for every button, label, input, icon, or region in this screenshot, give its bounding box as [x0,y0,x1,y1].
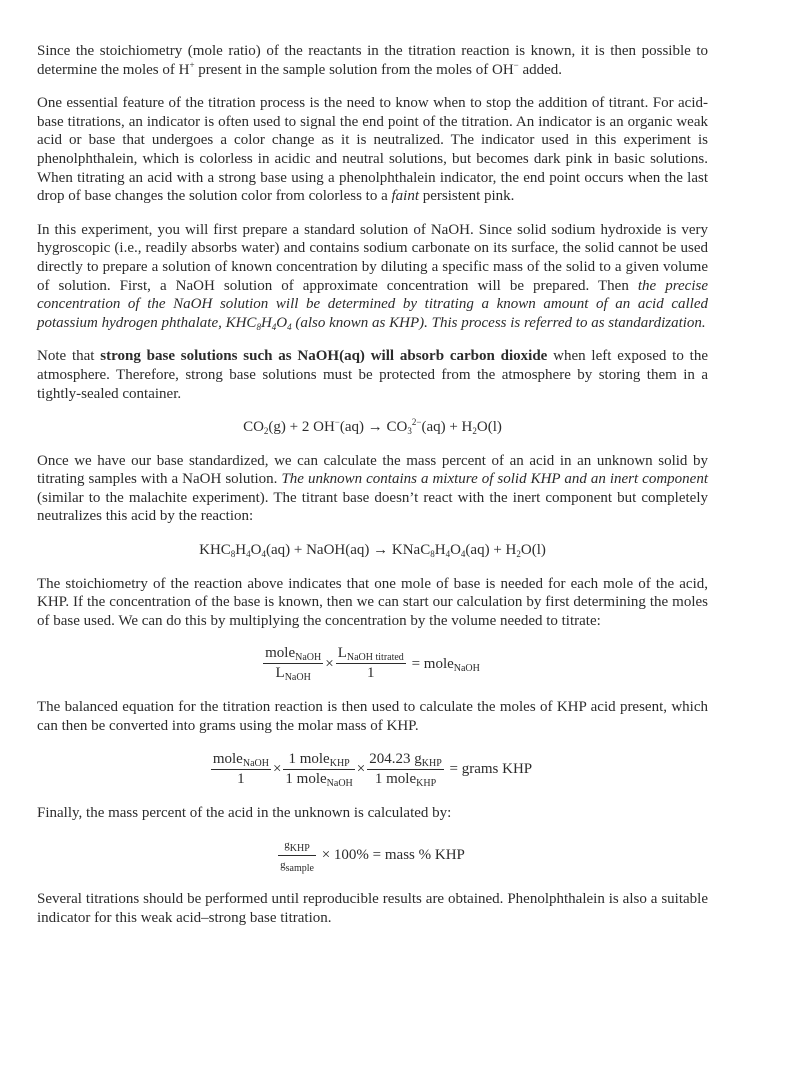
fraction-volume: $\frac{L_{NaOH titrated}}{1}$ [337,645,404,682]
paragraph-mass-percent-intro: Finally, the mass percent of the acid in the unknown is calculated by: [37,804,452,821]
standardization-italic: the precise concentration of the NaOH solution will be determined by titrating a known amount of an acid called potassium hydrogen phthalate, $KHC_8H_4O_4$ (also known as KHP). This process is referred to as standardization. [37,277,708,332]
paragraph-indicator: One essential feature of the titration process is the need to know when to stop the addition of titrant. For acid-base titrations, an indicator is often used to signal the end point of the titration. An indicator is an organic weak acid or base that undergoes a color change as it is neutralized. The indicator used in this experiment is phenolphthalein, which is colorless in acidic and neutral solutions, but becomes dark pink in basic solutions. When titrating an acid with a strong base using a phenolphthalein indicator, the end point occurs when the last drop of base changes the solution color from colorless to a faint persistent pink. [37,95,708,205]
paragraph-moles-of-base: The stoichiometry of the reaction above indicates that one mole of base is needed for each mole of the acid, KHP. If the concentration of the base is known, then we can start our calculation by first determining the moles of base used. We can do this by multiplying the concentration by the volume needed to titrate: [37,575,708,629]
paragraph-standardization: In this experiment, you will first prepare a standard solution of NaOH. Since solid sodium hydroxide is very hygroscopic (i.e., readily absorbs water) and contains sodium carbonate on its surface, the solid cannot be used directly to prepare a solution of known concentration by diluting a specific mass of the solid to a given volume of solution. First, a NaOH solution of approximate concentration will be prepared. Then the precise concentration of the NaOH solution will be determined by titrating a known amount of an acid called potassium hydrogen phthalate, $KHC_8H_4O_4$ (also known as KHP). This process is referred to as standardization. [37,221,708,332]
paragraph-stoichiometry: Since the stoichiometry (mole ratio) of the reactants in the titration reaction is known, it is then possible to determine the moles of H+ present in the sample solution from the moles of OH− added. [37,43,708,78]
document-page [37,42,708,942]
equation-co2-absorption: $CO_2(g) + 2$ $OH^-(aq) \to CO_3^{2-}(aq) + H_2O(l)$ [243,417,502,437]
formula-grams-khp: $\frac{mole_{NaOH}}{1}$ × $\frac{1 mole_{KHP}}{1 mole_{NaOH}}$ × $\frac{204.23 g_{KHP}}{1 mole_{KHP}}$ = grams KHP [212,750,533,789]
equation-khp-neutralization: $KHC_8H_4O_4(aq)$ + NaOH(aq) → $KNaC_8H_4O_4(aq) + H_2O(l)$ [199,542,546,560]
paragraph-carbon-dioxide: Note that strong base solutions such as NaOH(aq) will absorb carbon dioxide when left exposed to the atmosphere. Therefore, strong base solutions must be protected from the atmosphere by storing them in a tightly-sealed container. [37,348,708,402]
fraction-mass-ratio: $\frac{g_{KHP}}{g_{sample}}$ [280,839,314,875]
fraction-moles-naoh: $\frac{mole_{NaOH}}{1}$ [212,750,269,787]
fraction-concentration: $\frac{mole_{NaOH}}{L_{NaOH}}$ [265,645,322,684]
formula-mass-percent: $\frac{g_{KHP}}{g_{sample}}$ × 100% = mass % KHP [280,839,465,875]
fraction-mole-ratio: $\frac{1 mole_{KHP}}{1 mole_{NaOH}}$ [285,750,353,789]
fraction-molar-mass: $\frac{204.23 g_{KHP}}{1 mole_{KHP}}$ [369,750,442,789]
formula-moles-naoh: $\frac{mole_{NaOH}}{L_{NaOH}}$ × $\frac{L_{NaOH titrated}}{1}$ = mole$_{NaOH}$ [265,645,480,684]
paragraph-balanced-equation: The balanced equation for the titration reaction is then used to calculate the moles of KHP acid present, which can then be converted into grams using the molar mass of KHP. [37,699,708,735]
paragraph-unknown: Once we have our base standardized, we can calculate the mass percent of an acid in an unknown solid by titrating samples with a NaOH solution. The unknown contains a mixture of solid KHP and an inert component (similar to the malachite experiment). The titrant base doesn’t react with the inert component but completely neutralizes this acid by the reaction: [37,452,708,525]
paragraph-reproducible-results: Several titrations should be performed until reproducible results are obtained. Phenolphthalein is also a suitable indicator for this weak acid–strong base titration. [37,891,708,926]
